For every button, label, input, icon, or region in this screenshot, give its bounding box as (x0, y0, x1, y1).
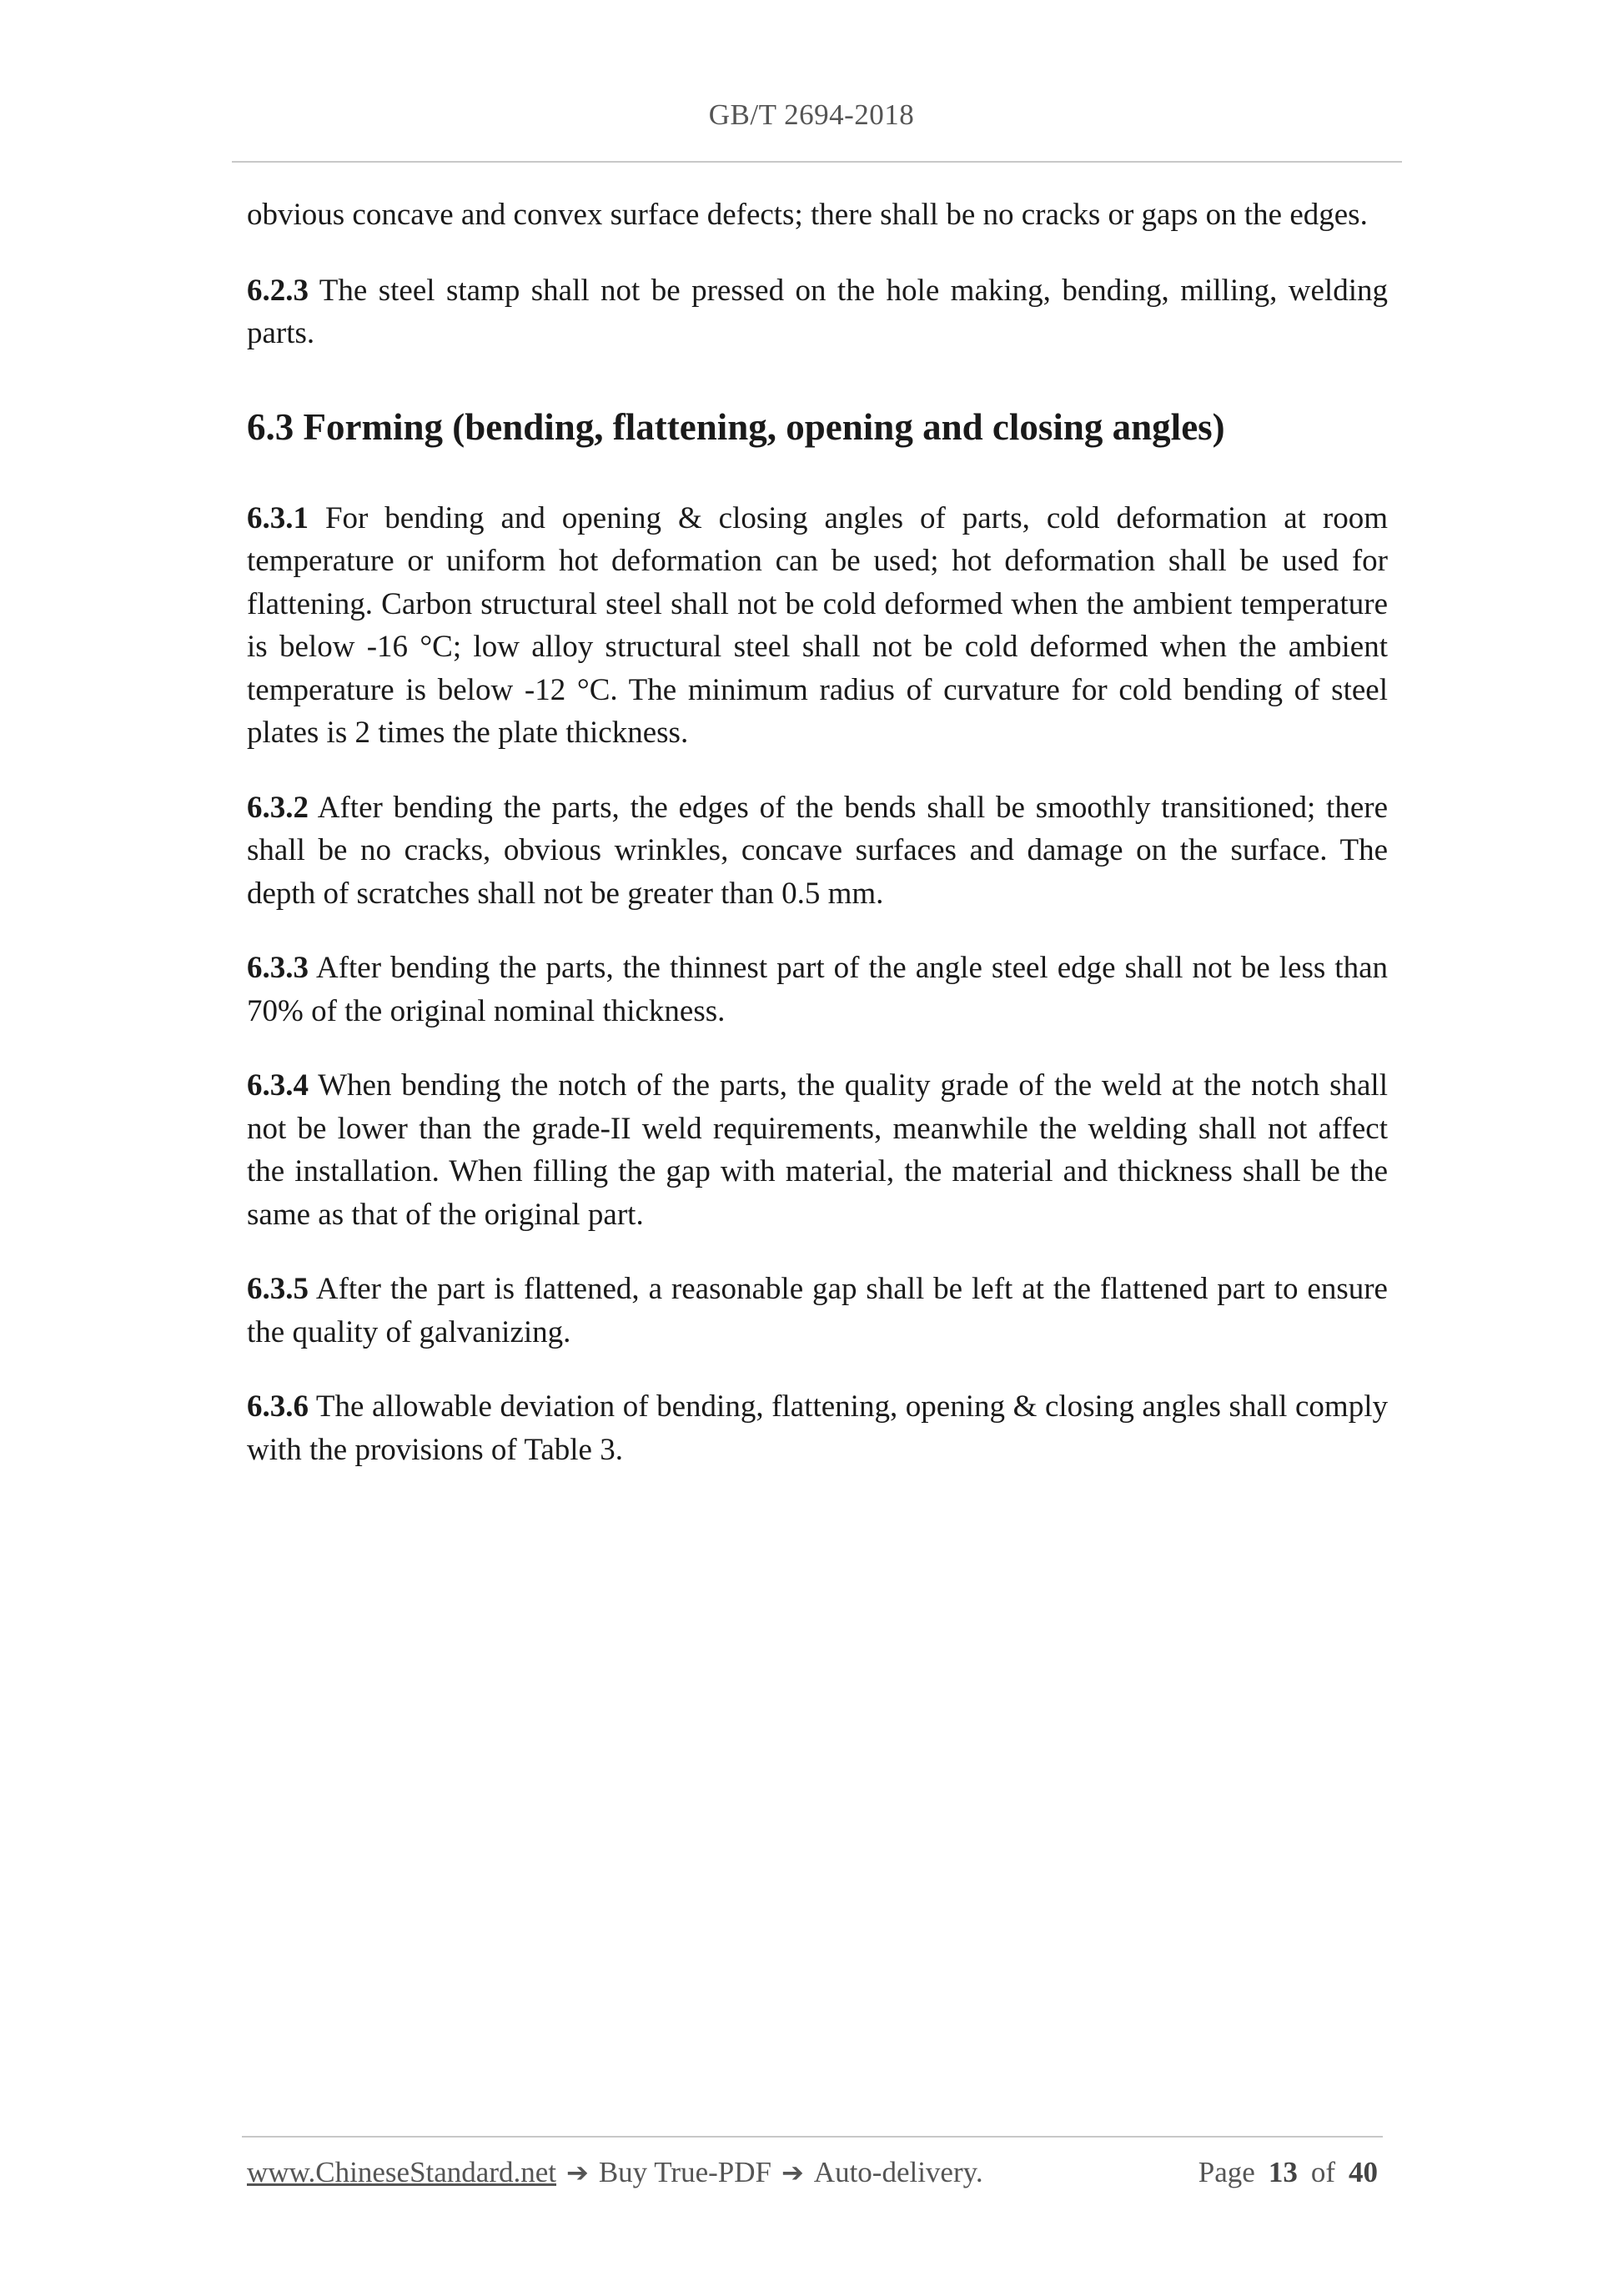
clause-6-3-1 (247, 497, 1388, 755)
current-page-number: 13 (1268, 2156, 1298, 2188)
header-divider (232, 161, 1402, 163)
footer-promo (247, 2156, 983, 2189)
clause-6-3-6 (247, 1385, 1388, 1471)
clause-number: 6.3.6 (247, 1389, 309, 1424)
clause-number: 6.3.4 (247, 1068, 309, 1103)
clause-number: 6.2.3 (247, 273, 309, 308)
paragraph-continuation (247, 193, 1388, 237)
clause-text: For bending and opening & closing angles of parts, cold deformation at room temperature or uniform hot deformation can be used; hot deformation shall be used for flattening. Carbon structural steel shall not be cold deformed when the ambient temperature is below -16 °C; low alloy structural steel shall not be cold deformed when the ambient temperature is below -12 °C. The minimum radius of curvature for cold bending of steel plates is 2 times the plate thickness. (247, 500, 1388, 750)
standard-code: GB/T 2694-2018 (708, 98, 915, 131)
clause-text: The steel stamp shall not be pressed on the hole making, bending, milling, welding parts. (247, 273, 1388, 350)
section-heading-6-3: 6.3 Forming (bending, flattening, opening and closing angles) (247, 405, 1225, 448)
clause-number: 6.3.1 (247, 500, 309, 535)
document-header (0, 98, 1623, 132)
clause-text: After bending the parts, the edges of the bends shall be smoothly transitioned; there shall be no cracks, obvious wrinkles, concave surfaces and damage on the surface. The depth of scratches shall not be greater than 0.5 mm. (247, 790, 1388, 911)
clause-6-3-5 (247, 1268, 1388, 1354)
buy-true-pdf-text: Buy True-PDF (598, 2156, 771, 2188)
clause-number: 6.3.5 (247, 1272, 309, 1306)
total-pages-number: 40 (1349, 2156, 1378, 2188)
paragraph-text: obvious concave and convex surface defects; there shall be no cracks or gaps on the edges. (247, 198, 1368, 232)
clause-text: The allowable deviation of bending, flattening, opening & closing angles shall comply with the provisions of Table 3. (247, 1389, 1388, 1467)
page-indicator (1198, 2156, 1378, 2189)
clause-6-3-4 (247, 1064, 1388, 1236)
page-label: Page (1198, 2156, 1255, 2188)
clause-text: When bending the notch of the parts, the quality grade of the weld at the notch shall not be lower than the grade-II weld requirements, meanwhile the welding shall not affect the installation. When filling the gap with material, the material and thickness shall be the same as that of the original part. (247, 1068, 1388, 1232)
auto-delivery-text: Auto-delivery. (813, 2156, 983, 2188)
footer-divider (242, 2136, 1383, 2138)
clause-text: After bending the parts, the thinnest part of the angle steel edge shall not be less than 70% of the original nominal thickness. (247, 951, 1388, 1028)
document-body (247, 193, 1388, 1503)
clause-6-2-3 (247, 269, 1388, 355)
clause-6-3-2 (247, 786, 1388, 916)
site-link[interactable]: www.ChineseStandard.net (247, 2156, 556, 2188)
of-label: of (1310, 2156, 1335, 2188)
document-footer (247, 2156, 1378, 2189)
clause-text: After the part is flattened, a reasonable gap shall be left at the flattened part to ensure the quality of galvanizing. (247, 1272, 1388, 1349)
arrow-right-icon: ➔ (566, 2157, 589, 2188)
arrow-right-icon: ➔ (781, 2157, 804, 2188)
clause-number: 6.3.3 (247, 951, 309, 985)
clause-number: 6.3.2 (247, 790, 309, 825)
clause-6-3-3 (247, 947, 1388, 1032)
